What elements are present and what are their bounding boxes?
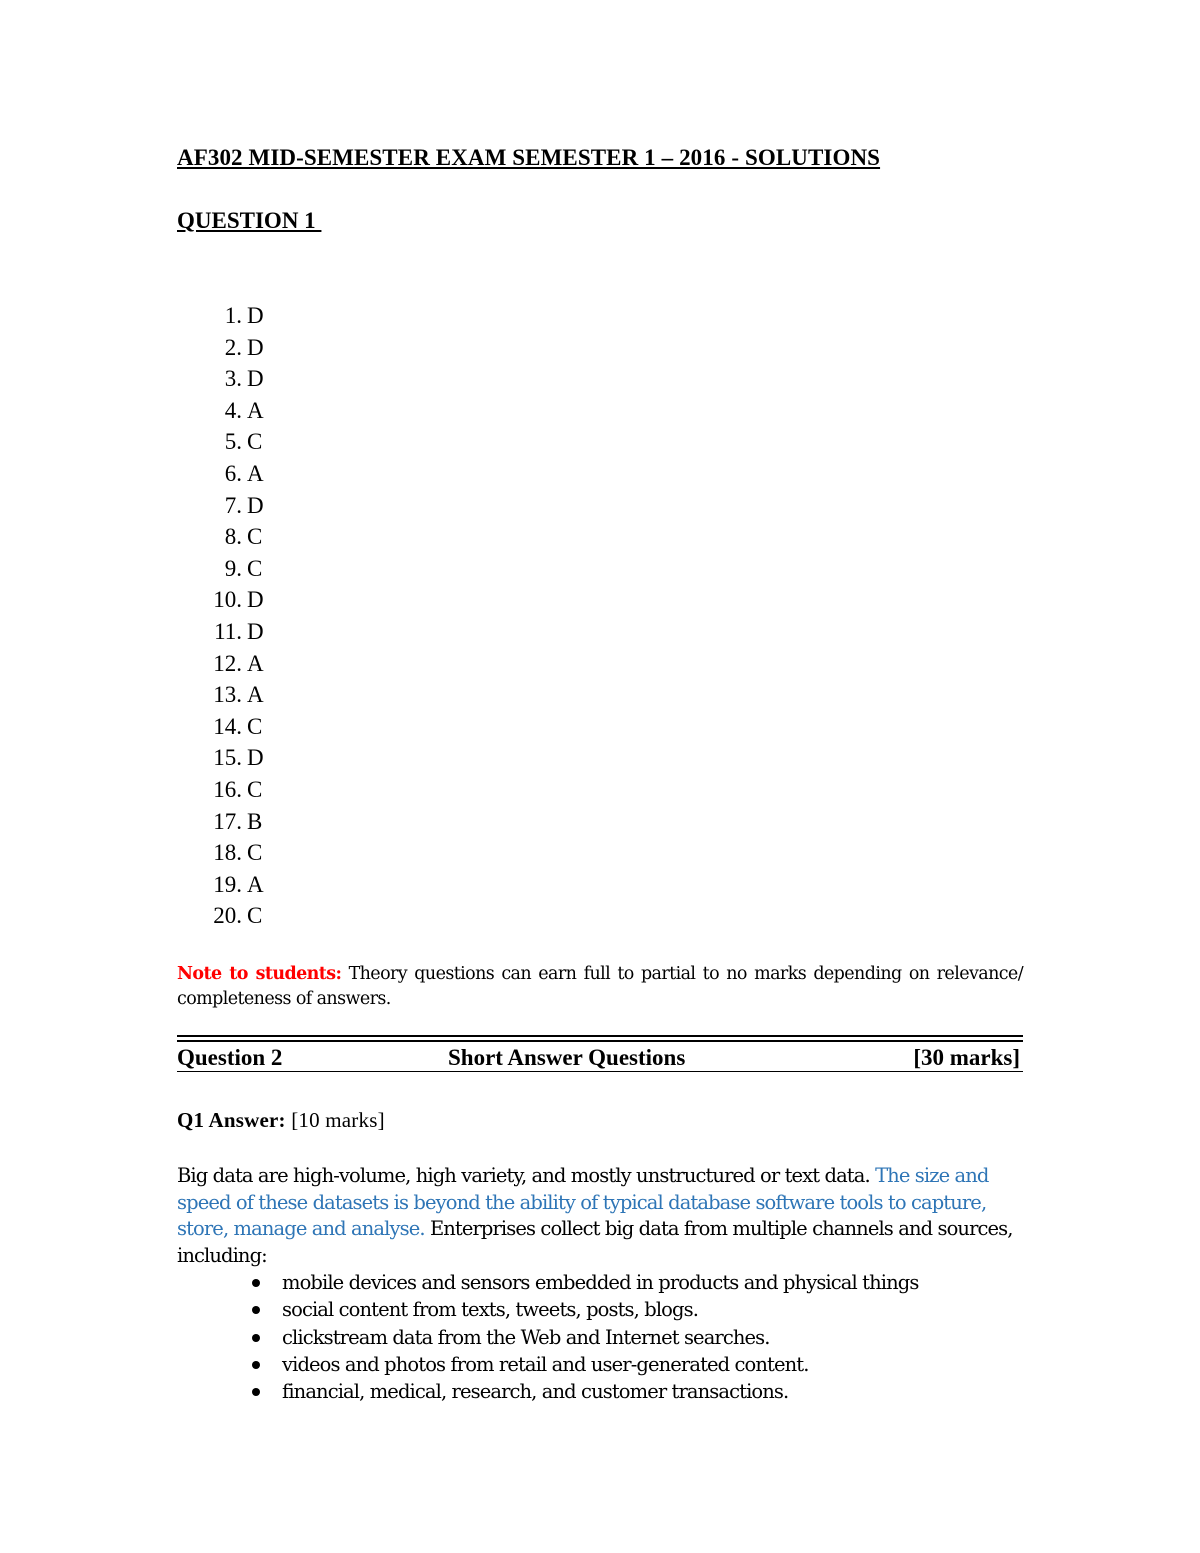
answer-item xyxy=(0,332,400,363)
note-to-students xyxy=(177,962,1023,1012)
question-2-label: Question 2 xyxy=(177,1045,283,1070)
answer-number: 8. xyxy=(224,524,242,550)
answer-letter: C xyxy=(247,429,263,455)
answer-item xyxy=(0,806,400,837)
answer-number: 11. xyxy=(214,619,242,644)
answer-item xyxy=(0,553,400,584)
bullet-text: social content from texts, tweets, posts, blogs. xyxy=(282,1298,699,1322)
answer-letter: A xyxy=(247,682,264,708)
answer-letter: D xyxy=(247,366,264,392)
answer-item xyxy=(0,774,400,805)
answer-item xyxy=(0,616,400,647)
answer-number: 9. xyxy=(224,555,242,581)
answer-item xyxy=(0,711,400,742)
bullet-dot-icon xyxy=(252,1279,260,1287)
answer-number: 14. xyxy=(213,713,242,739)
q1-answer-label: Q1 Answer: xyxy=(177,1108,286,1132)
divider-line xyxy=(177,1040,1023,1042)
answer-number: 18. xyxy=(213,840,242,866)
answer-item xyxy=(0,584,400,615)
bullet-dot-icon xyxy=(252,1334,260,1342)
answer-number: 4. xyxy=(224,397,242,423)
answer-letter: A xyxy=(247,650,264,676)
answer-letter: C xyxy=(247,713,263,739)
answer-item xyxy=(0,363,400,394)
answer-letter: C xyxy=(247,777,263,802)
divider-line xyxy=(177,1035,1023,1037)
answer-number: 10. xyxy=(213,587,242,613)
answer-letter: D xyxy=(247,619,264,644)
answer-letter: C xyxy=(247,840,263,866)
answer-item xyxy=(0,458,400,489)
question-2-marks: [30 marks] xyxy=(913,1045,1020,1070)
answer-item xyxy=(0,679,400,710)
answer-item xyxy=(0,490,400,521)
answer-item xyxy=(0,900,400,931)
bullet-text: mobile devices and sensors embedded in products and physical things xyxy=(282,1271,919,1294)
answer-number: 6. xyxy=(224,461,242,486)
answer-item xyxy=(0,742,400,773)
bullet-text: financial, medical, research, and customer transactions. xyxy=(282,1380,789,1404)
answer-letter: C xyxy=(247,903,263,929)
bullet-dot-icon xyxy=(252,1388,260,1396)
answer-number: 2. xyxy=(224,334,242,360)
bullet-text: videos and photos from retail and user-generated content. xyxy=(282,1352,809,1376)
answer-number: 13. xyxy=(213,682,242,708)
answer-number: 7. xyxy=(224,492,242,518)
answer-letter: C xyxy=(247,524,263,550)
note-text: Theory questions can earn full to partial to no marks depending on relevance/ completeness of answers. xyxy=(177,964,1023,1009)
answer-letter: D xyxy=(247,303,264,328)
answer-number: 5. xyxy=(224,429,242,455)
answer-number: 16. xyxy=(213,777,242,802)
bullet-text: clickstream data from the Web and Internet searches. xyxy=(282,1325,770,1349)
answer-letter: D xyxy=(247,587,264,613)
answer-number: 15. xyxy=(213,745,242,771)
answer-number: 3. xyxy=(224,366,242,392)
answer-number: 19. xyxy=(213,871,242,897)
answer-item xyxy=(0,521,400,552)
paragraph-part-1: Big data are high-volume, high variety, and mostly unstructured or text data. xyxy=(177,1164,876,1187)
question-2-underline xyxy=(177,1071,1023,1072)
answer-letter: D xyxy=(247,334,264,360)
answer-letter: C xyxy=(247,555,263,581)
paragraph-highlight: The size and speed of these datasets is beyond the ability of typical database software tools to capture, store, manage and analyse. xyxy=(177,1164,989,1240)
answer-letter: A xyxy=(247,461,264,486)
answer-paragraph xyxy=(177,1163,1027,1269)
answer-number: 20. xyxy=(213,903,242,929)
document-title: AF302 MID-SEMESTER EXAM SEMESTER 1 – 2016 - SOLUTIONS xyxy=(177,145,881,170)
question-2-type: Short Answer Questions xyxy=(448,1045,686,1070)
answer-item xyxy=(0,837,400,868)
answer-number: 17. xyxy=(213,808,242,834)
answer-number: 1. xyxy=(224,303,242,328)
q1-answer-heading xyxy=(177,1108,385,1133)
answer-item xyxy=(0,395,400,426)
answer-letter: A xyxy=(247,397,264,423)
answer-letter: B xyxy=(247,808,263,834)
bullet-dot-icon xyxy=(252,1361,260,1369)
paragraph-part-2: Enterprises collect big data from multiple channels and sources, including: xyxy=(177,1217,1013,1267)
answer-item xyxy=(0,648,400,679)
question-1-heading: QUESTION 1 xyxy=(177,208,322,233)
answer-letter: D xyxy=(247,745,264,771)
q1-answer-marks: [10 marks] xyxy=(291,1108,385,1132)
answer-item xyxy=(0,869,400,900)
note-label: Note to students: xyxy=(177,964,342,984)
answer-letter: A xyxy=(247,871,264,897)
answer-item xyxy=(0,300,400,331)
bullet-dot-icon xyxy=(252,1306,260,1314)
answer-letter: D xyxy=(247,492,264,518)
answer-item xyxy=(0,426,400,457)
question-2-header xyxy=(177,1045,1023,1075)
answer-number: 12. xyxy=(213,650,242,676)
